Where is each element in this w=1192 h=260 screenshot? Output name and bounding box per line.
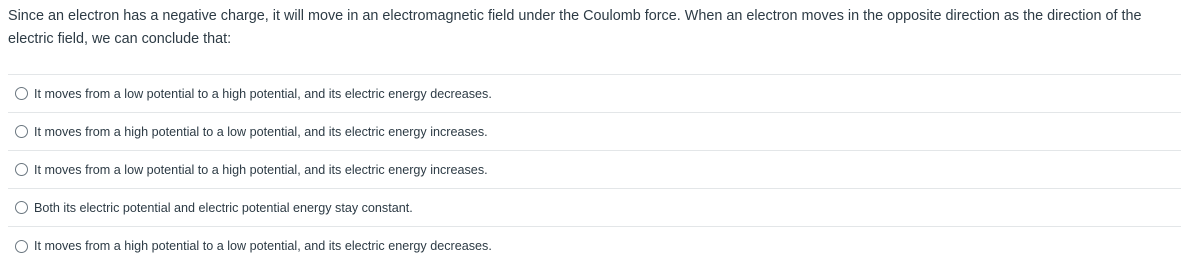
answer-option-2[interactable] — [8, 113, 1181, 151]
radio-button-1[interactable] — [15, 87, 28, 100]
answer-label-4: Both its electric potential and electric potential energy stay constant. — [34, 200, 413, 215]
radio-button-5[interactable] — [15, 240, 28, 253]
radio-button-4[interactable] — [15, 201, 28, 214]
answer-option-3[interactable] — [8, 151, 1181, 189]
answer-label-2: It moves from a high potential to a low potential, and its electric energy increases. — [34, 124, 488, 139]
question-text: Since an electron has a negative charge, it will move in an electromagnetic field under the Coulomb force. When an electron moves in the opposite direction as the direction of the electric field, we can conclude that: — [8, 8, 1142, 47]
answer-option-5[interactable] — [8, 227, 1181, 260]
radio-button-3[interactable] — [15, 163, 28, 176]
answer-label-1: It moves from a low potential to a high potential, and its electric energy decreases. — [34, 86, 492, 101]
answer-option-1[interactable] — [8, 75, 1181, 113]
radio-button-2[interactable] — [15, 125, 28, 138]
answer-option-4[interactable] — [8, 189, 1181, 227]
answer-label-5: It moves from a high potential to a low potential, and its electric energy decreases. — [34, 239, 492, 253]
answer-list — [8, 74, 1181, 260]
answer-label-3: It moves from a low potential to a high potential, and its electric energy increases. — [34, 162, 488, 177]
